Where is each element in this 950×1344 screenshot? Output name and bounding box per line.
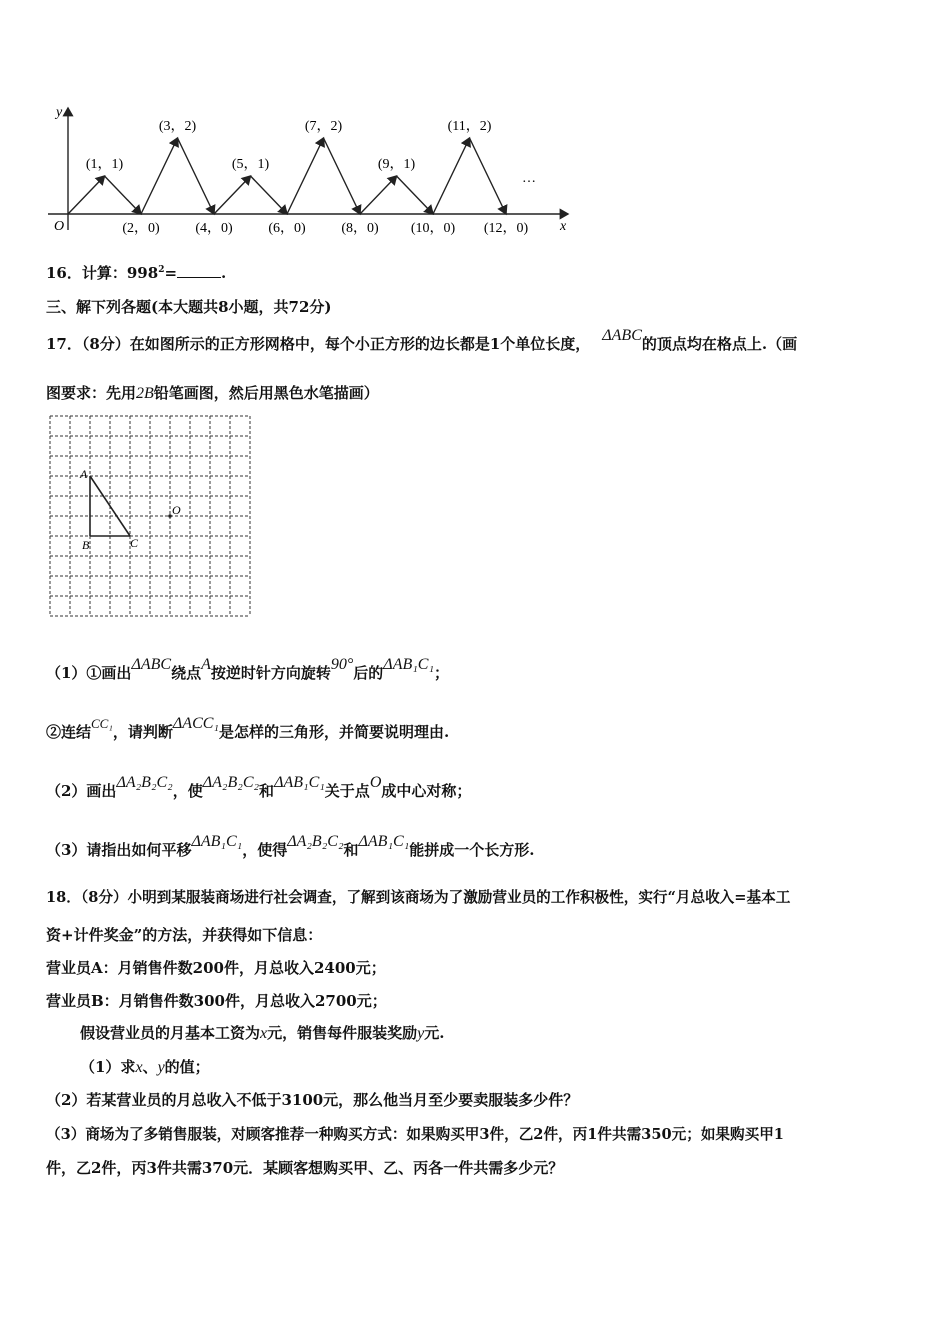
peak-label: (5，1) bbox=[231, 157, 270, 172]
q18-line8: （3）商场为了多销售服装，对顾客推荐一种购买方式：如果购买甲3件，乙2件，丙1件共需350元；如果购买甲1 bbox=[46, 1126, 784, 1143]
q18-line1: 18．（8分）小明到某服装商场进行社会调查，了解到该商场为了激励营业员的工作积极性，实行“月总收入=基本工 bbox=[46, 889, 791, 906]
peak-label: (3，2) bbox=[158, 119, 197, 134]
origin-label: O bbox=[54, 219, 65, 234]
zero-label: (4，0) bbox=[195, 221, 233, 236]
peak-label: (11，2) bbox=[447, 119, 492, 134]
zigzag-segment bbox=[397, 176, 434, 214]
zigzag-segment bbox=[141, 138, 178, 214]
q16: 16．计算：$998^2=$ . bbox=[46, 264, 227, 282]
q18-line5: 假设营业员的月基本工资为x元，销售每件服装奖励y元. bbox=[80, 1024, 445, 1042]
q18-line4: 营业员B：月销售件数300件，月总收入2700元； bbox=[46, 992, 387, 1010]
zigzag-segment bbox=[178, 138, 215, 214]
label-b: B bbox=[82, 538, 90, 552]
section-heading: 三、解下列各题(本大题共8小题，共72分) bbox=[46, 298, 332, 316]
zero-label: (8，0) bbox=[341, 221, 379, 236]
zigzag-segment bbox=[470, 138, 507, 214]
zigzag-segment bbox=[68, 176, 105, 214]
q18-line3: 营业员A：月销售件数200件，月总收入2400元； bbox=[46, 959, 386, 977]
zigzag-segment bbox=[324, 138, 361, 214]
zigzag-segment bbox=[105, 176, 142, 214]
label-c: C bbox=[130, 536, 139, 550]
peak-label: (1，1) bbox=[85, 157, 124, 172]
zigzag-segment bbox=[287, 138, 324, 214]
peak-label: (9，1) bbox=[377, 157, 416, 172]
zigzag-figure bbox=[40, 100, 580, 240]
q17-sub1: （1）①画出ΔABC绕点A按逆时针方向旋转90°后的ΔAB₁C₁； bbox=[46, 656, 450, 682]
q17-sub2: ②连结CC₁，请判断ΔACC₁是怎样的三角形，并简要说明理由. bbox=[46, 715, 450, 741]
q18-line9: 件，乙2件，丙3件共需370元．某顾客想购买甲、乙、丙各一件共需多少元？ bbox=[46, 1159, 564, 1177]
zigzag-segment bbox=[360, 176, 397, 214]
zigzag-segment bbox=[251, 176, 288, 214]
zero-label: (10，0) bbox=[410, 221, 456, 236]
zero-label: (2，0) bbox=[122, 221, 160, 236]
ellipsis: … bbox=[522, 171, 536, 186]
q18-line6: （1）求x、y的值； bbox=[80, 1058, 210, 1076]
zigzag-segment bbox=[433, 138, 470, 214]
peak-label: (7，2) bbox=[304, 119, 343, 134]
x-axis-label: x bbox=[560, 219, 567, 234]
zigzag-segment bbox=[214, 176, 251, 214]
square-grid-figure bbox=[44, 414, 254, 624]
zero-label: (6，0) bbox=[268, 221, 306, 236]
q17-line2: 图要求：先用2B铅笔画图，然后用黑色水笔描画） bbox=[46, 384, 379, 402]
zero-label: (12，0) bbox=[483, 221, 529, 236]
label-o: O bbox=[172, 503, 181, 517]
q17-line1: 17．（8分）在如图所示的正方形网格中，每个小正方形的边长都是1个单位长度， ΔABC的顶点均在格点上.（画 bbox=[46, 327, 798, 353]
q17-sub4: （3）请指出如何平移ΔAB₁C₁，使得ΔA₂B₂C₂和ΔAB₁C₁能拼成一个长方形. bbox=[46, 833, 535, 859]
answer-blank bbox=[177, 265, 221, 278]
q17-sub3: （2）画出ΔA₂B₂C₂，使ΔA₂B₂C₂和ΔAB₁C₁关于点O成中心对称； bbox=[46, 774, 472, 800]
y-axis-label: y bbox=[56, 105, 63, 120]
q18-line2: 资+计件奖金”的方法，并获得如下信息： bbox=[46, 926, 323, 944]
q18-line7: （2）若某营业员的月总收入不低于3100元，那么他当月至少要卖服装多少件？ bbox=[46, 1091, 579, 1109]
label-a: A bbox=[80, 467, 88, 481]
